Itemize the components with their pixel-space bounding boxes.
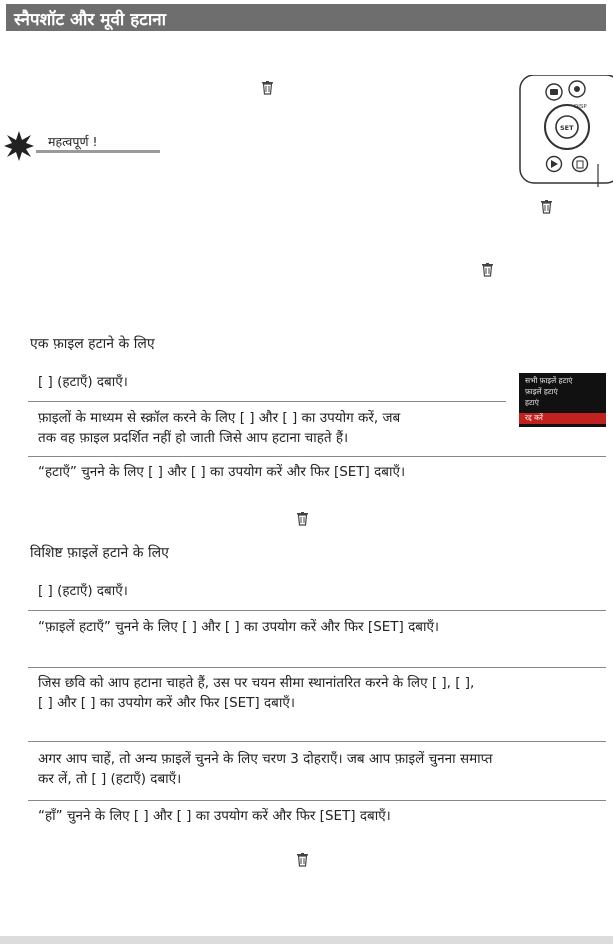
set-label: SET bbox=[560, 124, 574, 132]
trash-icon bbox=[541, 199, 552, 218]
trash-icon bbox=[297, 852, 308, 871]
footer-bar bbox=[0, 936, 613, 944]
section1-step2-line1: फ़ाइलों के माध्यम से स्क्रॉल करने के लिए [ ] और [ ] का उपयोग करें, जब bbox=[38, 410, 401, 426]
section2-title: विशिष्ट फ़ाइलें हटाने के लिए bbox=[30, 545, 169, 561]
section1-step1: [ ] (हटाएँ) दबाएँ। bbox=[38, 374, 128, 390]
divider bbox=[28, 456, 606, 457]
section2-step3-line2: [ ] और [ ] का उपयोग करें और फिर [SET] दबाएँ। bbox=[38, 695, 295, 711]
divider bbox=[28, 401, 506, 402]
warning-starburst-icon bbox=[4, 131, 34, 165]
section2-step3-line1: जिस छवि को आप हटाना चाहते हैं, उस पर चयन सीमा स्थानांतरित करने के लिए [ ], [ ], bbox=[38, 675, 475, 691]
menu-item-selected: रद्द करें bbox=[519, 413, 606, 424]
trash-icon bbox=[482, 262, 493, 281]
trash-icon bbox=[297, 511, 308, 530]
section1-step3: “हटाएँ” चुनने के लिए [ ] और [ ] का उपयोग करें और फिर [SET] दबाएँ। bbox=[38, 464, 406, 480]
section-header bbox=[6, 4, 606, 31]
menu-item: फ़ाइलें हटाएं bbox=[525, 387, 558, 396]
divider bbox=[28, 741, 606, 742]
disp-label: DISP bbox=[574, 104, 587, 110]
delete-menu-screen bbox=[519, 373, 606, 427]
divider bbox=[28, 667, 606, 668]
section1-title: एक फ़ाइल हटाने के लिए bbox=[30, 336, 155, 352]
section2-step4-line1: अगर आप चाहें, तो अन्य फ़ाइलें चुनने के लिए चरण 3 दोहराएँ। जब आप फ़ाइलें चुनना समाप्त bbox=[38, 751, 493, 767]
section1-step2-line2: तक वह फ़ाइल प्रदर्शित नहीं हो जाती जिसे आप हटाना चाहते हैं। bbox=[38, 430, 349, 446]
page-title: स्नैपशॉट और मूवी हटाना bbox=[14, 10, 167, 30]
divider bbox=[28, 610, 606, 611]
section2-step1: [ ] (हटाएँ) दबाएँ। bbox=[38, 583, 128, 599]
section2-step2: “फ़ाइलें हटाएँ” चुनने के लिए [ ] और [ ] का उपयोग करें और फिर [SET] दबाएँ। bbox=[38, 619, 440, 635]
section2-step5: “हाँ” चुनने के लिए [ ] और [ ] का उपयोग करें और फिर [SET] दबाएँ। bbox=[38, 808, 391, 824]
important-label: महत्वपूर्ण ! bbox=[48, 134, 98, 149]
trash-icon bbox=[262, 80, 273, 99]
menu-item: सभी फ़ाइलें हटाएं bbox=[525, 376, 573, 385]
divider bbox=[28, 800, 606, 801]
menu-item: हटाएं bbox=[525, 398, 539, 407]
important-underline bbox=[36, 150, 160, 153]
section2-step4-line2: कर लें, तो [ ] (हटाएँ) दबाएँ। bbox=[38, 771, 182, 787]
